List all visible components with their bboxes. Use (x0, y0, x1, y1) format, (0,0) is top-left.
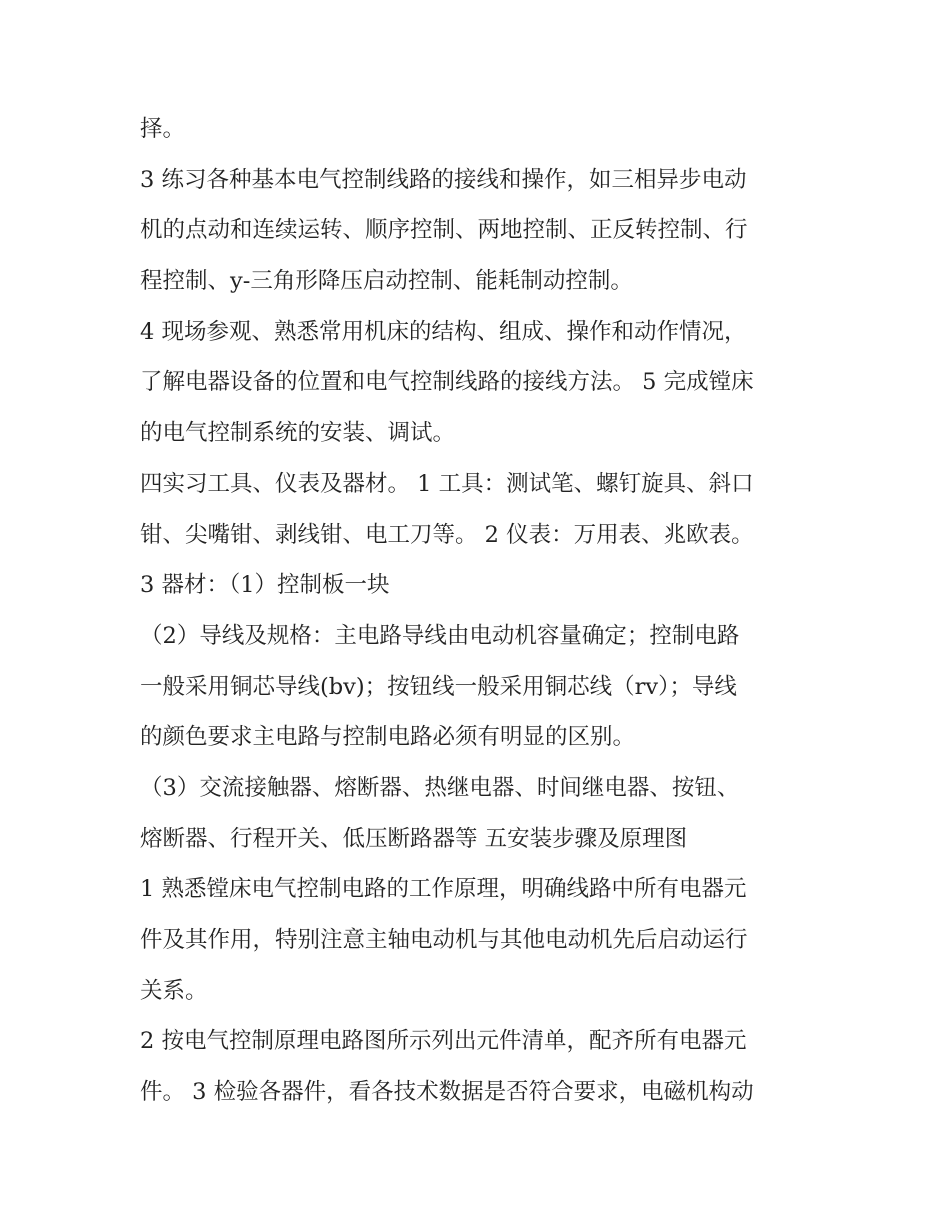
text-line-2: 3 练习各种基本电气控制线路的接线和操作，如三相异步电动 (140, 166, 747, 193)
text-line-18: 关系。 (140, 977, 208, 1004)
text-line-10: 3 器材：（1）控制板一块 (140, 572, 390, 599)
text-line-5: 4 现场参观、熟悉常用机床的结构、组成、操作和动作情况， (140, 318, 747, 345)
text-line-8: 四实习工具、仪表及器材。 1 工具：测试笔、螺钉旋具、斜口 (140, 470, 754, 497)
text-line-13: 的颜色要求主电路与控制电路必须有明显的区别。 (140, 724, 636, 751)
text-line-12: 一般采用铜芯导线(bv)；按钮线一般采用铜芯线（rv）；导线 (140, 673, 737, 700)
text-line-7: 的电气控制系统的安装、调试。 (140, 420, 456, 447)
text-line-1: 择。 (140, 116, 186, 142)
text-line-16: 1 熟悉镗床电气控制电路的工作原理，明确线路中所有电器元 (140, 876, 747, 903)
text-line-15: 熔断器、行程开关、低压断路器等 五安装步骤及原理图 (140, 825, 688, 852)
text-line-3: 机的点动和连续运转、顺序控制、两地控制、正反转控制、行 (140, 217, 748, 244)
text-line-9: 钳、尖嘴钳、剥线钳、电工刀等。 2 仪表：万用表、兆欧表。 (140, 521, 754, 548)
text-line-11: （2）导线及规格：主电路导线由电动机容量确定；控制电路 (140, 622, 740, 649)
document-page (140, 104, 820, 1118)
text-line-20: 件。 3 检验各器件，看各技术数据是否符合要求，电磁机构动 (140, 1079, 754, 1106)
text-line-4: 程控制、y-三角形降压启动控制、能耗制动控制。 (140, 268, 633, 295)
text-line-14: （3）交流接触器、熔断器、热继电器、时间继电器、按钮、 (140, 774, 740, 801)
text-line-19: 2 按电气控制原理电路图所示列出元件清单，配齐所有电器元 (140, 1028, 747, 1055)
text-line-17: 件及其作用，特别注意主轴电动机与其他电动机先后启动运行 (140, 927, 748, 953)
text-line-6: 了解电器设备的位置和电气控制线路的接线方法。 5 完成镗床 (140, 369, 754, 396)
